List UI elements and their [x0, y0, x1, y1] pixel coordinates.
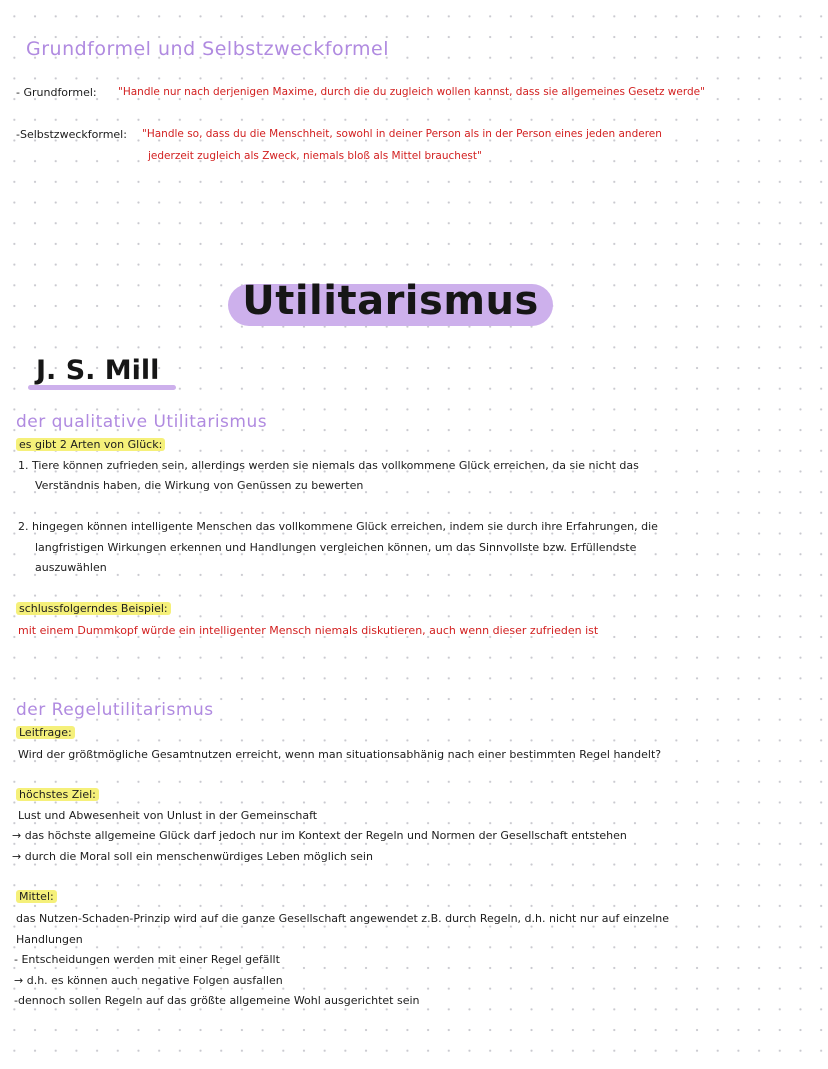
qualitative-item-2-line-1: 2. hingegen können intelligente Menschen das vollkommene Glück erreichen, indem sie durch ihre Erfahrungen, die: [18, 520, 658, 533]
grundformel-quote: "Handle nur nach derjenigen Maxime, durch die du zugleich wollen kannst, dass sie allgemeines Gesetz werde": [118, 86, 705, 98]
mittel-line-2: Handlungen: [16, 933, 83, 946]
mittel-line-1: das Nutzen-Schaden-Prinzip wird auf die ganze Gesellschaft angewendet z.B. durch Regeln, d.h. nicht nur auf einzelne: [16, 912, 670, 925]
qualitative-item-2-line-2: langfristigen Wirkungen erkennen und Handlungen vergleichen können, um das Sinnvollste bzw. Erfüllendste: [35, 541, 637, 554]
qualitative-item-1-line-1: 1. Tiere können zufrieden sein, allerdings werden sie niemals das vollkommene Glück erreichen, da sie nicht das: [18, 459, 639, 472]
selbstzweck-quote-line-1: "Handle so, dass du die Menschheit, sowohl in deiner Person als in der Person eines jeden anderen: [142, 128, 662, 140]
qualitative-subheading-text: es gibt 2 Arten von Glück:: [16, 438, 165, 451]
mittel-label-text: Mittel:: [16, 890, 57, 903]
grundformel-label: - Grundformel:: [16, 86, 97, 99]
leitfrage-text: Wird der größtmögliche Gesamtnutzen erreicht, wenn man situationsabhänig nach einer bestimmten Regel handelt?: [18, 748, 662, 761]
mittel-line-3: - Entscheidungen werden mit einer Regel gefällt: [14, 953, 280, 966]
selbstzweck-label: -Selbstzweckformel:: [16, 128, 127, 141]
author-heading: J. S. Mill: [36, 355, 160, 386]
mittel-label: [16, 890, 57, 903]
ziel-label-text: höchstes Ziel:: [16, 788, 99, 801]
regel-heading: der Regelutilitarismus: [16, 700, 214, 720]
page-title: Utilitarismus: [242, 278, 539, 324]
section-title-formulas: Grundformel und Selbstzweckformel: [26, 38, 390, 60]
ziel-line-3: → durch die Moral soll ein menschenwürdiges Leben möglich sein: [12, 850, 373, 863]
qualitative-subheading: [16, 438, 165, 451]
mittel-line-4: → d.h. es können auch negative Folgen ausfallen: [14, 974, 283, 987]
qualitative-item-2-line-3: auszuwählen: [35, 561, 107, 574]
selbstzweck-quote-line-2: jederzeit zugleich als Zweck, niemals bloß als Mittel brauchest": [148, 150, 482, 162]
ziel-line-2: → das höchste allgemeine Glück darf jedoch nur im Kontext der Regeln und Normen der Gesellschaft entstehen: [12, 829, 627, 842]
leitfrage-label-text: Leitfrage:: [16, 726, 75, 739]
qualitative-heading: der qualitative Utilitarismus: [16, 412, 268, 432]
ziel-label: [16, 788, 99, 801]
example-label: [16, 602, 171, 615]
leitfrage-label: [16, 726, 75, 739]
example-label-text: schlussfolgerndes Beispiel:: [16, 602, 171, 615]
mittel-line-5: -dennoch sollen Regeln auf das größte allgemeine Wohl ausgerichtet sein: [14, 994, 420, 1007]
example-text: mit einem Dummkopf würde ein intelligenter Mensch niemals diskutieren, auch wenn dieser zufrieden ist: [18, 624, 599, 637]
qualitative-item-1-line-2: Verständnis haben, die Wirkung von Genüssen zu bewerten: [35, 479, 364, 492]
ziel-line-1: Lust und Abwesenheit von Unlust in der Gemeinschaft: [18, 809, 318, 822]
